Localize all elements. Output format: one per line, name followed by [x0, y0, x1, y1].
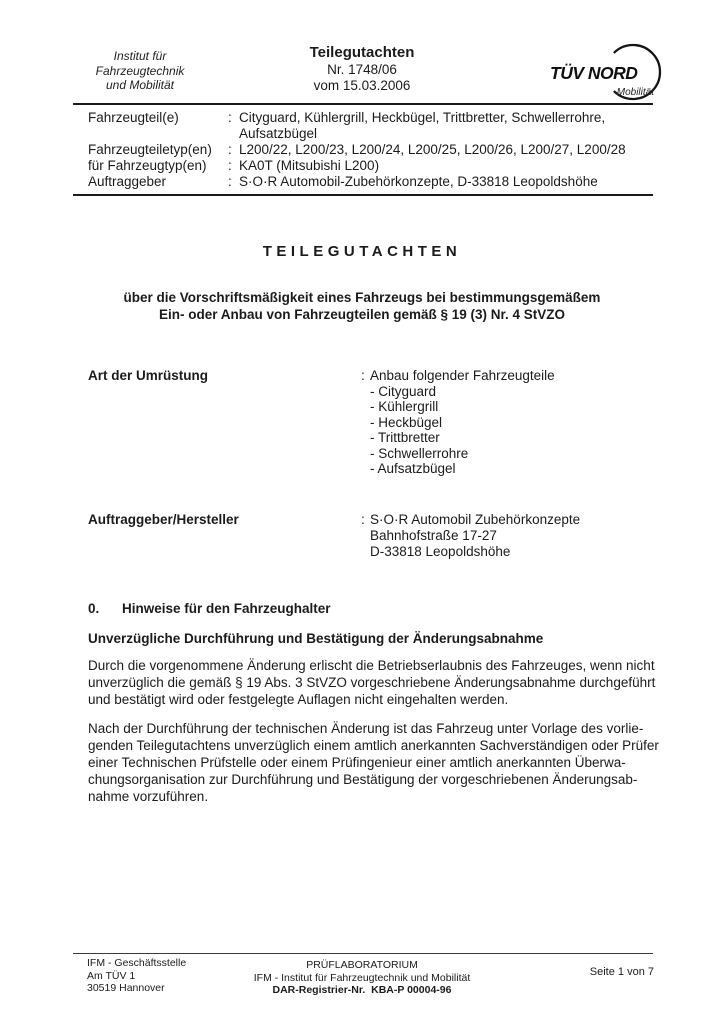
header-doc-info — [212, 44, 512, 94]
conversion-item: - Heckbügel — [370, 414, 443, 430]
info-row-auftraggeber — [88, 174, 654, 190]
footer-line: IFM - Geschäftsstelle — [87, 957, 187, 969]
conversion-item: - Schwellerrohre — [370, 445, 469, 461]
doc-date: vom 15.03.2006 — [313, 78, 411, 93]
header-institute — [60, 49, 220, 93]
conversion-item: - Aufsatzbügel — [370, 461, 456, 476]
info-row-teiletyp — [88, 142, 654, 158]
conversion-value — [361, 368, 555, 477]
client-value — [361, 512, 580, 560]
info-separator: : — [228, 158, 232, 173]
info-value-line: S·O·R Automobil-Zubehörkonzepte, D-33818 Leopoldshöhe — [239, 174, 598, 189]
section-number: 0. — [88, 601, 100, 616]
paragraph-line: Nach der Durchführung der technischen Änderung ist das Fahrzeug unter Vorlage des vorlie- — [88, 721, 644, 736]
paragraph-line: einer Technischen Prüfstelle oder einem Prüfingenieur einer amtlich anerkannten Überwa- — [88, 755, 626, 770]
conversion-intro-text: Anbau folgender Fahrzeugteile — [370, 368, 555, 383]
institute-line: Fahrzeugtechnik — [95, 63, 185, 78]
section-heading — [88, 601, 331, 616]
client-name: S·O·R Automobil Zubehörkonzepte — [370, 512, 581, 527]
page-subtitle — [0, 289, 724, 323]
info-label: für Fahrzeugtyp(en) — [88, 158, 207, 173]
info-label: Fahrzeugteil(e) — [88, 110, 179, 125]
institute-line: Institut für — [113, 49, 167, 63]
paragraph-line: chungsorganisation zur Durchführung und Bestätigung der vorgeschriebenen Änderungsab- — [88, 772, 638, 787]
info-separator: : — [228, 142, 232, 157]
section-heading-text: Hinweise für den Fahrzeughalter — [122, 601, 331, 616]
paragraph-2 — [88, 720, 659, 805]
info-separator: : — [228, 174, 232, 189]
institute-line: und Mobilität — [105, 78, 175, 92]
footer-line: 30519 Hannover — [87, 982, 165, 994]
info-value — [239, 110, 654, 142]
doc-type: Teilegutachten — [309, 44, 415, 61]
paragraph-line: Durch die vorgenommene Änderung erlischt die Betriebserlaubnis des Fahrzeuges, wenn nicht — [88, 658, 655, 673]
conversion-item: - Cityguard — [370, 383, 437, 399]
info-value-line: Cityguard, Kühlergrill, Heckbügel, Trittbretter, Schwellerrohre, — [239, 110, 606, 125]
logo-brand: TÜV NORD — [550, 63, 638, 83]
client-label: Auftraggeber/Hersteller — [88, 512, 239, 527]
info-value-line: KA0T (Mitsubishi L200) — [239, 158, 380, 173]
footer-laboratory — [162, 959, 562, 997]
subtitle-line: über die Vorschriftsmäßigkeit eines Fahrzeugs bei bestimmungsgemäßem — [123, 290, 601, 305]
client-name-line — [361, 512, 580, 528]
paragraph-1 — [88, 657, 655, 708]
footer-line: IFM - Institut für Fahrzeugtechnik und Mobilität — [253, 971, 471, 984]
paragraph-line: genden Teilegutachtens unverzüglich einem amtlich anerkannten Sachverständigen oder Prüfer — [88, 738, 659, 753]
footer-registry-number: DAR-Registrier-Nr. KBA-P 00004-96 — [272, 984, 452, 996]
info-table — [88, 110, 654, 190]
table-divider — [73, 194, 653, 196]
conversion-label: Art der Umrüstung — [88, 368, 209, 383]
conversion-item: - Kühlergrill — [370, 399, 439, 414]
paragraph-line: nahme vorzuführen. — [88, 789, 209, 804]
section-subheading: Unverzügliche Durchführung und Bestätigung der Änderungsabnahme — [88, 631, 544, 646]
info-row-fahrzeugtyp — [88, 158, 654, 174]
subtitle-line: Ein- oder Anbau von Fahrzeugteilen gemäß § 19 (3) Nr. 4 StVZO — [158, 307, 566, 322]
info-value — [239, 158, 654, 174]
info-value-line: Aufsatzbügel — [239, 126, 318, 141]
separator: : — [361, 512, 365, 527]
footer-line: PRÜFLABORATORIUM — [306, 959, 418, 971]
footer-divider — [73, 953, 653, 954]
logo-tagline: Mobilität — [616, 87, 654, 98]
info-separator: : — [228, 110, 232, 125]
info-value — [239, 142, 654, 158]
info-value-line: L200/22, L200/23, L200/24, L200/25, L200/26, L200/27, L200/28 — [239, 142, 626, 157]
paragraph-line: und bestätigt wird oder festgelegte Auflagen nicht eingehalten werden. — [88, 692, 509, 707]
page-number: Seite 1 von 7 — [589, 966, 654, 978]
conversion-item: - Trittbretter — [370, 430, 440, 445]
info-value — [239, 174, 654, 190]
conversion-intro — [361, 368, 555, 384]
client-address-line: Bahnhofstraße 17-27 — [370, 528, 497, 543]
doc-number: Nr. 1748/06 — [327, 62, 397, 77]
info-label: Auftraggeber — [88, 174, 167, 189]
paragraph-line: unverzüglich die gemäß § 19 Abs. 3 StVZO vorgeschriebene Änderungsabnahme durchgeführt — [88, 675, 656, 690]
client-address-line: D-33818 Leopoldshöhe — [370, 544, 511, 559]
info-row-fahrzeugteile — [88, 110, 654, 142]
header-divider — [73, 103, 653, 105]
separator: : — [361, 368, 365, 383]
info-label: Fahrzeugteiletyp(en) — [88, 142, 212, 157]
page-title: TEILEGUTACHTEN — [262, 243, 462, 260]
footer-line: Am TÜV 1 — [87, 969, 136, 982]
tuv-nord-logo — [548, 40, 672, 102]
